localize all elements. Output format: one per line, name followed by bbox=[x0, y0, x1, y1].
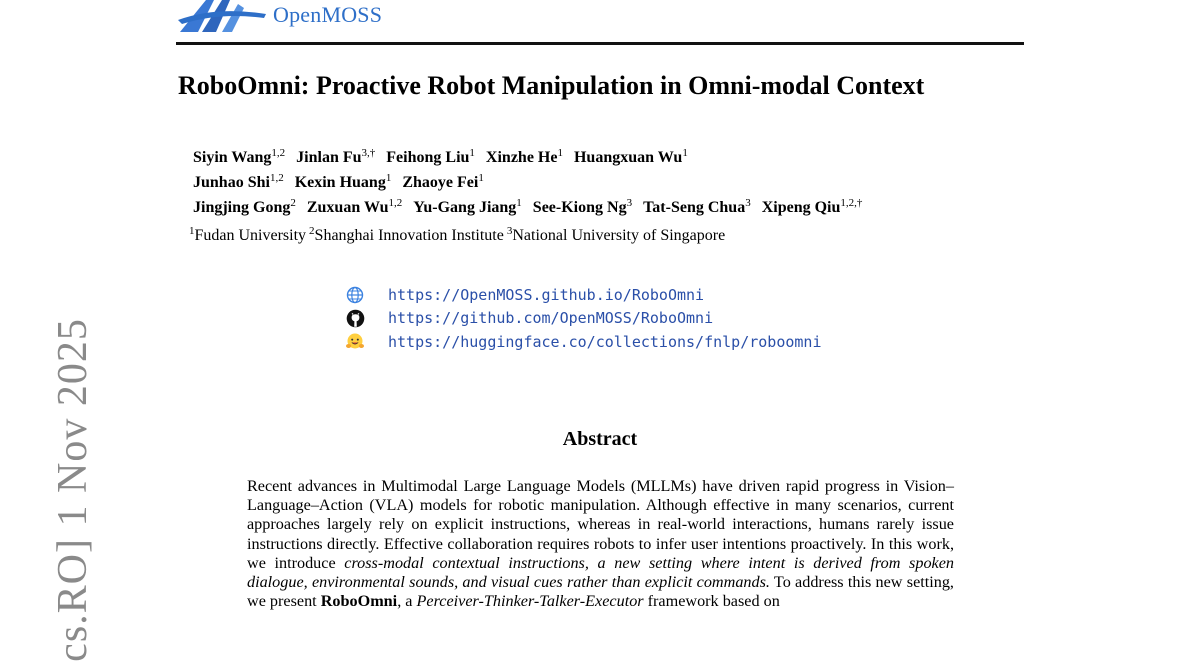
author-affiliation-marker: 3 bbox=[745, 197, 751, 209]
link-row-github bbox=[344, 307, 821, 331]
author-name: Xipeng Qiu$^{1,2,\dagger}$ bbox=[761, 197, 863, 216]
author-line bbox=[193, 145, 862, 170]
website-link[interactable]: https://OpenMOSS.github.io/RoboOmni bbox=[388, 285, 705, 304]
author-name: See-Kiong Ng$^3$ bbox=[532, 197, 633, 216]
author-affiliation-marker: 2 bbox=[290, 197, 296, 209]
author-name: Junhao Shi$^{1,2}$ bbox=[193, 172, 284, 191]
author-name: Jingjing Gong$^2$ bbox=[193, 197, 296, 216]
abstract-body bbox=[247, 477, 954, 611]
author-name: Xinzhe He$^1$ bbox=[485, 147, 563, 166]
author-line bbox=[193, 195, 862, 220]
huggingface-icon bbox=[344, 331, 366, 353]
openmoss-logo-icon bbox=[176, 0, 268, 34]
header bbox=[176, 0, 1024, 46]
abstract-heading: Abstract bbox=[562, 428, 638, 450]
affiliation: $^2$Shanghai Innovation Institute bbox=[309, 225, 504, 244]
abstract-text: RoboOmni bbox=[320, 592, 398, 611]
abstract-text: To address this new setting, we present bbox=[247, 573, 954, 611]
author-affiliation-marker: 1 bbox=[682, 147, 688, 159]
affiliation: $^1$Fudan University bbox=[189, 225, 307, 244]
github-icon bbox=[344, 307, 366, 329]
author-affiliation-marker: 1 bbox=[385, 172, 392, 184]
author-affiliation-marker: 1,2 bbox=[271, 147, 286, 159]
author-name: Huangxuan Wu$^1$ bbox=[573, 147, 688, 166]
abstract-text: Perceiver-Thinker-Talker-Executor bbox=[416, 592, 644, 611]
author-affiliation-marker: 1 bbox=[516, 197, 522, 209]
link-row-website bbox=[344, 283, 821, 307]
author-name: Jinlan $Fu^{3,\dagger}$ bbox=[296, 147, 376, 166]
link-row-huggingface bbox=[344, 330, 821, 354]
author-affiliation-marker: 1 bbox=[469, 147, 475, 159]
author-affiliation-marker: 1,2 bbox=[388, 197, 403, 209]
author-line bbox=[193, 170, 862, 195]
abstract-text: , a bbox=[397, 592, 417, 611]
github-link[interactable]: https://github.com/OpenMOSS/RoboOmni bbox=[388, 309, 714, 328]
author-name: Tat-Seng Chua$^3$ bbox=[643, 197, 751, 216]
logo-text: OpenMOSS bbox=[273, 2, 383, 27]
arxiv-stamp: cs.RO] 1 Nov 2025 bbox=[50, 318, 96, 662]
abstract-text: cross-modal contextual instructions, a new setting where intent is derived from spoken dialogue, environmental sounds, and visual cues rather than explicit commands. bbox=[247, 553, 954, 592]
abstract-text: Recent advances in Multimodal Large Language Models (MLLMs) have driven rapid progress in Vision–Language–Action (VLA) models for robotic manipulation. Although effective in many scenarios, current approaches largely rely on explicit instructions, whereas in real-world interactions, humans rarely issue instructions directly. Effective collaboration requires robots to infer user intentions proactively. In this work, we introduce bbox=[247, 477, 954, 572]
affiliation: $^3$National University of Singapore bbox=[506, 225, 726, 244]
author-name: Kexin Huang$^1$ bbox=[294, 172, 392, 191]
author-affiliation-marker: 3,† bbox=[361, 147, 376, 159]
huggingface-link[interactable]: https://huggingface.co/collections/fnlp/roboomni bbox=[388, 332, 822, 351]
author-name: Yu-Gang Jiang$^1$ bbox=[413, 197, 522, 216]
project-links bbox=[344, 283, 821, 354]
globe-icon bbox=[344, 284, 366, 306]
author-name: Siyin Wang$^{1,2}$ bbox=[193, 147, 286, 166]
paper-title: RoboOmni: Proactive Robot Manipulation in Omni-modal Context bbox=[178, 71, 925, 100]
author-affiliation-marker: 1,2,† bbox=[840, 197, 863, 209]
author-affiliation-marker: 3 bbox=[626, 197, 633, 209]
affiliations bbox=[189, 227, 728, 245]
abstract-text: framework based on bbox=[643, 592, 780, 611]
author-name: Zhaoye Fei$^1$ bbox=[402, 172, 484, 191]
author-name: Zuxuan Wu$^{1,2}$ bbox=[306, 197, 403, 216]
header-divider bbox=[176, 42, 1024, 45]
author-list bbox=[193, 145, 862, 220]
author-affiliation-marker: 1 bbox=[478, 172, 484, 184]
author-affiliation-marker: 1 bbox=[557, 147, 563, 159]
author-affiliation-marker: 1,2 bbox=[269, 172, 284, 184]
author-name: Feihong Liu$^1$ bbox=[386, 147, 475, 166]
